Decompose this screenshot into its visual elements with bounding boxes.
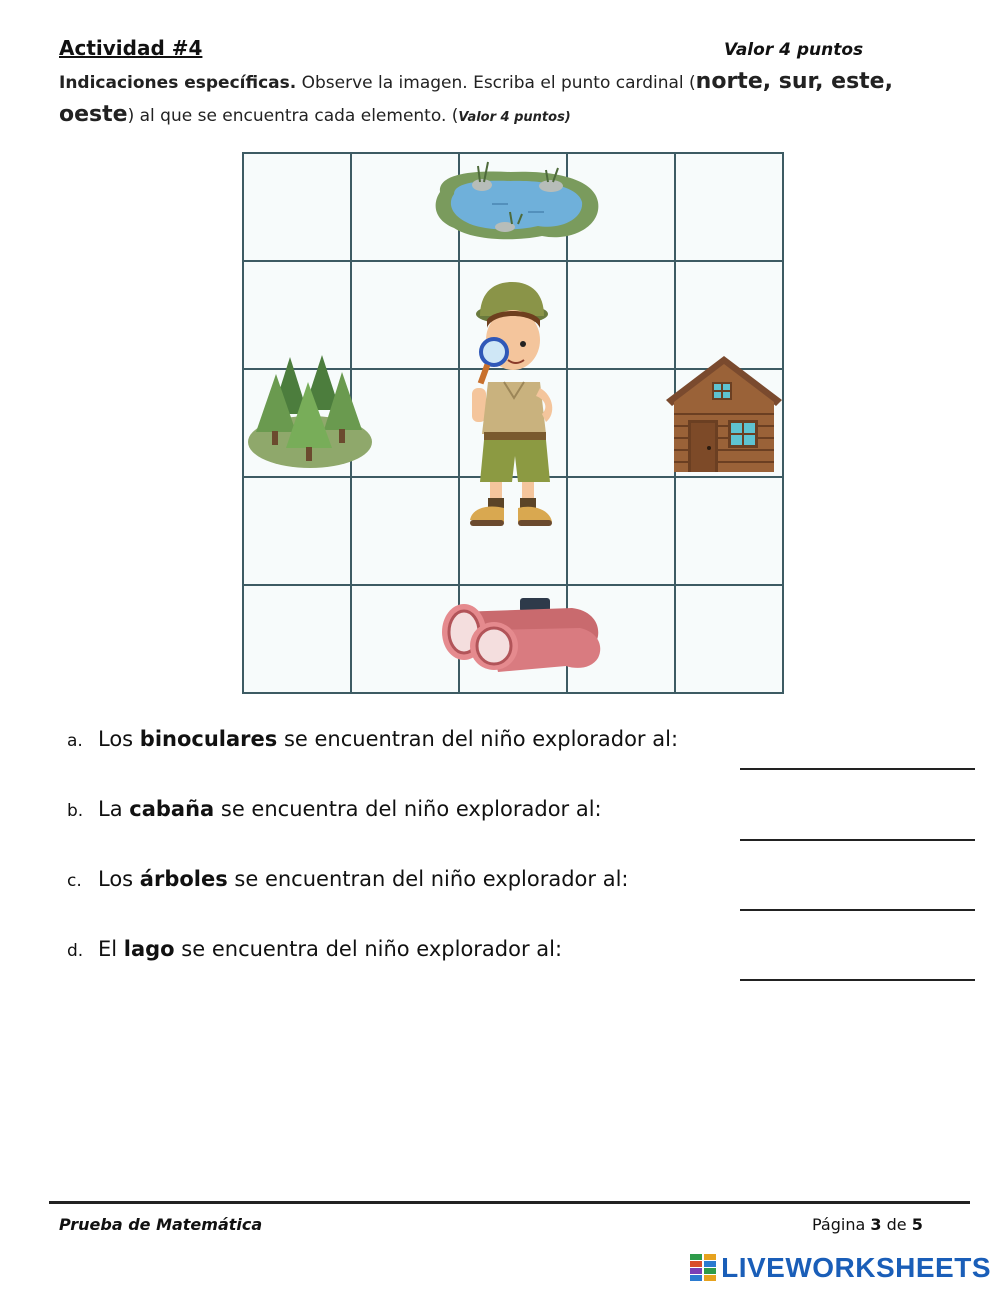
instructions-text-1: Observe la imagen. Escriba el punto cardinal ( bbox=[296, 73, 696, 93]
question-keyword: binoculares bbox=[139, 727, 278, 751]
question-a bbox=[67, 727, 678, 751]
question-keyword: árboles bbox=[139, 867, 228, 891]
page-prefix: Página bbox=[812, 1215, 871, 1234]
liveworksheets-logo-icon bbox=[690, 1254, 716, 1282]
question-text-post: se encuentra del niño explorador al: bbox=[214, 797, 602, 821]
question-keyword: cabaña bbox=[129, 797, 215, 821]
instructions bbox=[59, 66, 959, 134]
question-b bbox=[67, 797, 602, 821]
question-letter: c. bbox=[67, 871, 82, 891]
question-letter: d. bbox=[67, 941, 84, 961]
footer-test-name: Prueba de Matemática bbox=[59, 1215, 263, 1234]
answer-blank-d[interactable] bbox=[740, 979, 975, 981]
question-text-pre: La bbox=[98, 797, 130, 821]
page-middle: de bbox=[881, 1215, 912, 1234]
question-text-pre: Los bbox=[98, 867, 140, 891]
instructions-value: Valor 4 puntos) bbox=[458, 110, 571, 125]
activity-title: Actividad #4 bbox=[59, 36, 203, 60]
map-grid bbox=[242, 152, 784, 694]
question-c bbox=[67, 867, 628, 891]
page-total: 5 bbox=[911, 1215, 923, 1234]
activity-value: Valor 4 puntos bbox=[724, 40, 864, 60]
question-text-post: se encuentran del niño explorador al: bbox=[277, 727, 679, 751]
question-text-pre: Los bbox=[98, 727, 140, 751]
footer-divider bbox=[49, 1201, 970, 1204]
answer-blank-c[interactable] bbox=[740, 909, 975, 911]
direction-oeste: oeste bbox=[59, 102, 128, 127]
directions-list: norte, sur, este, bbox=[695, 69, 893, 94]
question-d bbox=[67, 937, 562, 961]
instructions-lead: Indicaciones específicas. bbox=[59, 73, 297, 93]
liveworksheets-brand[interactable] bbox=[690, 1252, 991, 1284]
question-text-pre: El bbox=[98, 937, 124, 961]
answer-blank-a[interactable] bbox=[740, 768, 975, 770]
question-letter: a. bbox=[67, 731, 83, 751]
question-text-post: se encuentran del niño explorador al: bbox=[227, 867, 629, 891]
answer-blank-b[interactable] bbox=[740, 839, 975, 841]
liveworksheets-wordmark: LIVEWORKSHEETS bbox=[721, 1252, 992, 1283]
question-letter: b. bbox=[67, 801, 84, 821]
page-current: 3 bbox=[870, 1215, 882, 1234]
instructions-text-2: ) al que se encuentra cada elemento. ( bbox=[127, 106, 459, 126]
question-keyword: lago bbox=[123, 937, 175, 961]
page-number bbox=[812, 1215, 923, 1234]
question-text-post: se encuentra del niño explorador al: bbox=[174, 937, 563, 961]
